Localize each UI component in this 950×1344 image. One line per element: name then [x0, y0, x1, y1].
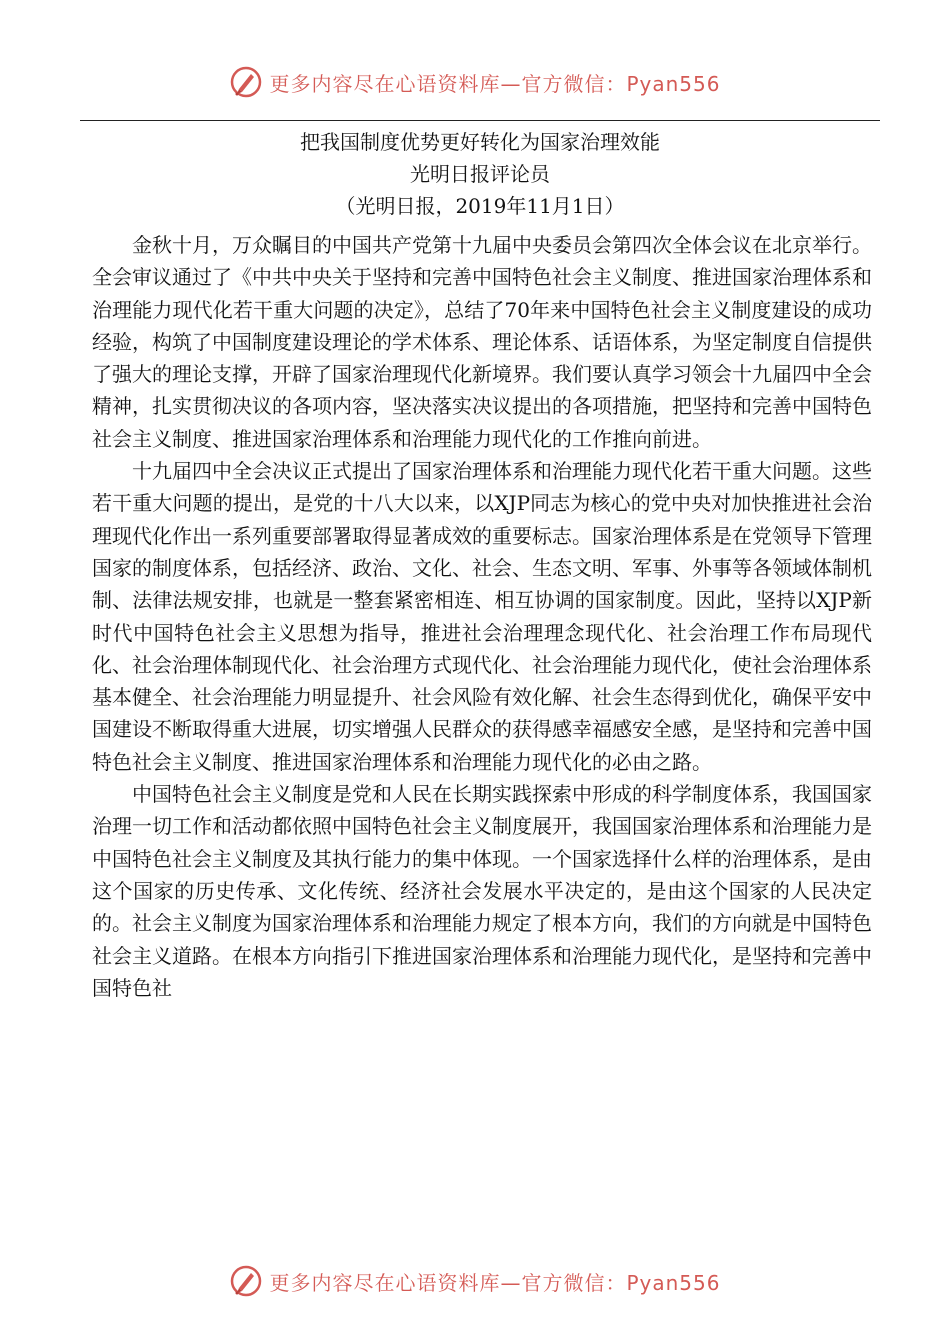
top-banner: [0, 62, 950, 102]
paragraph-2: 十九届四中全会决议正式提出了国家治理体系和治理能力现代化若干重大问题。这些若干重大问题的提出，是党的十八大以来，以XJP同志为核心的党中央对加快推进社会治理现代化作出一系列重要部署取得显著成效的重要标志。国家治理体系是在党领导下管理国家的制度体系，包括经济、政治、文化、社会、生态文明、军事、外事等各领域体制机制、法律法规安排，也就是一整套紧密相连、相互协调的国家制度。因此，坚持以XJP新时代中国特色社会主义思想为指导，推进社会治理理念现代化、社会治理工作布局现代化、社会治理体制现代化、社会治理方式现代化、社会治理能力现代化，使社会治理体系基本健全、社会治理能力明显提升、社会风险有效化解、社会生态得到优化，确保平安中国建设不断取得重大进展，切实增强人民群众的获得感幸福感安全感，是坚持和完善中国特色社会主义制度、推进国家治理体系和治理能力现代化的必由之路。: [92, 459, 872, 774]
paragraph-3: 中国特色社会主义制度是党和人民在长期实践探索中形成的科学制度体系，我国国家治理一切工作和活动都依照中国特色社会主义制度展开，我国国家治理体系和治理能力是中国特色社会主义制度及其执行能力的集中体现。一个国家选择什么样的治理体系，是由这个国家的历史传承、文化传统、经济社会发展水平决定的，是由这个国家的人民决定的。社会主义制度为国家治理体系和治理能力规定了根本方向，我们的方向就是中国特色社会主义道路。在根本方向指引下推进国家治理体系和治理能力现代化，是坚持和完善中国特色社: [92, 782, 872, 1000]
bottom-banner: [0, 1261, 950, 1301]
paragraph-1: 金秋十月，万众瞩目的中国共产党第十九届中央委员会第四次全体会议在北京举行。全会审议通过了《中共中央关于坚持和完善中国特色社会主义制度、推进国家治理体系和治理能力现代化若干重大问题的决定》，总结了70年来中国特色社会主义制度建设的成功经验，构筑了中国制度建设理论的学术体系、理论体系、话语体系，为坚定制度自信提供了强大的理论支撑，开辟了国家治理现代化新境界。我们要认真学习领会十九届四中全会精神，扎实贯彻决议的各项内容，坚决落实决议提出的各项措施，把坚持和完善中国特色社会主义制度、推进国家治理体系和治理能力现代化的工作推向前进。: [92, 233, 872, 451]
article-author: 光明日报评论员: [410, 162, 550, 186]
article-body: [92, 229, 872, 1004]
mouse-pen-logo-icon: [229, 1264, 263, 1298]
article-title: 把我国制度优势更好转化为国家治理效能: [300, 130, 660, 154]
header-divider: [80, 120, 880, 121]
banner-text: 更多内容尽在心语资料库—官方微信：Pyan556: [269, 1270, 721, 1295]
article-source: （光明日报，2019年11月1日）: [335, 194, 625, 218]
article-header: [80, 126, 880, 222]
mouse-pen-logo-icon: [229, 65, 263, 99]
banner-text: 更多内容尽在心语资料库—官方微信：Pyan556: [269, 71, 721, 96]
